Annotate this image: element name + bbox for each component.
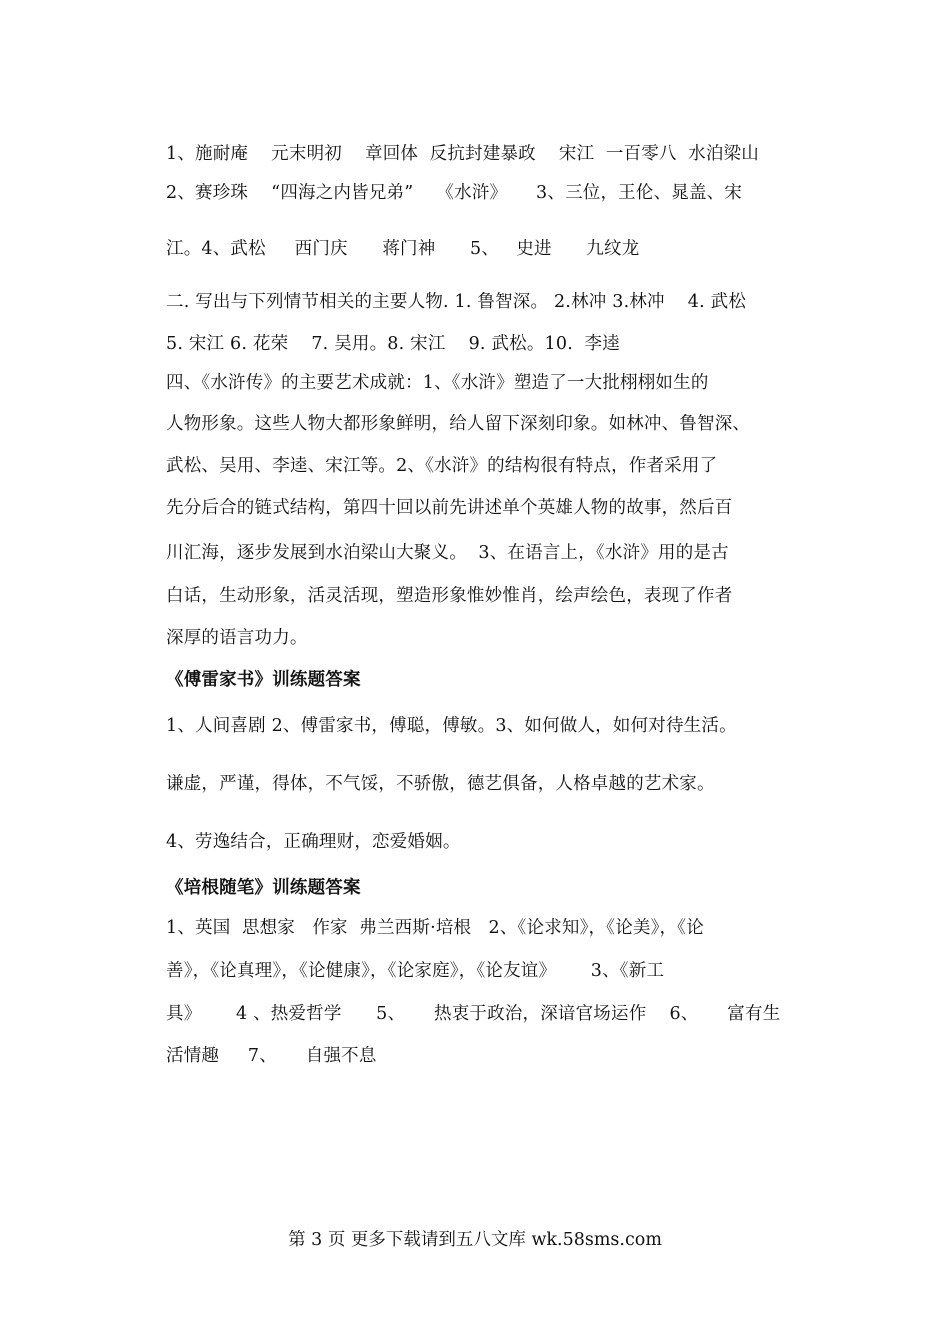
peigen-answer-line-3: 具》 4 、热爱哲学 5、 热衷于政治，深谙官场运作 6、 富有生 xyxy=(166,1004,781,1024)
shuihu-answer-line-3: 江。4、武松 西门庆 蒋门神 5、 史进 九纹龙 xyxy=(166,239,640,259)
shuihu-art-line-1: 四、《水浒传》的主要艺术成就：1、《水浒》塑造了一大批栩栩如生的 xyxy=(166,373,709,393)
fulei-answer-line-1: 1、人间喜剧 2、傅雷家书，傅聪，傅敏。3、如何做人，如何对待生活。 xyxy=(166,716,737,736)
page-footer: 第 3 页 更多下载请到五八文库 wk.58sms.com xyxy=(288,1230,662,1250)
shuihu-art-line-6: 白话，生动形象，活灵活现，塑造形象惟妙惟肖，绘声绘色，表现了作者 xyxy=(166,586,733,606)
shuihu-answer-line-4: 二. 写出与下列情节相关的主要人物. 1. 鲁智深。 2.林冲 3.林冲 4. 武松 xyxy=(166,292,747,312)
peigen-answer-line-4: 活情趣 7、 自强不息 xyxy=(166,1046,377,1066)
shuihu-answer-line-2: 2、赛珍珠 “四海之内皆兄弟” 《水浒》 3、三位，王伦、晁盖、宋 xyxy=(166,183,743,203)
shuihu-art-line-7: 深厚的语言功力。 xyxy=(166,628,308,648)
peigen-answer-line-1: 1、英国 思想家 作家 弗兰西斯·培根 2、《论求知》，《论美》，《论 xyxy=(166,918,704,938)
shuihu-answer-line-5: 5. 宋江 6. 花荣 7. 吴用。8. 宋江 9. 武松。10. 李逵 xyxy=(166,334,620,354)
shuihu-art-line-3: 武松、吴用、李逵、宋江等。2、《水浒》的结构很有特点，作者采用了 xyxy=(166,456,718,476)
shuihu-art-line-4: 先分后合的链式结构，第四十回以前先讲述单个英雄人物的故事，然后百 xyxy=(166,498,733,518)
shuihu-answer-line-1: 1、施耐庵 元末明初 章回体 反抗封建暴政 宋江 一百零八 水泊梁山 xyxy=(166,144,759,164)
fulei-answer-line-3: 4、劳逸结合，正确理财，恋爱婚姻。 xyxy=(166,832,461,852)
shuihu-art-line-5: 川汇海，逐步发展到水泊梁山大聚义。 3、在语言上，《水浒》用的是古 xyxy=(166,543,729,563)
fulei-heading: 《傅雷家书》训练题答案 xyxy=(166,670,361,690)
shuihu-art-line-2: 人物形象。这些人物大都形象鲜明，给人留下深刻印象。如林冲、鲁智深、 xyxy=(166,414,751,434)
fulei-answer-line-2: 谦虚，严谨，得体，不气馁，不骄傲，德艺俱备，人格卓越的艺术家。 xyxy=(166,774,715,794)
peigen-answer-line-2: 善》，《论真理》，《论健康》，《论家庭》，《论友谊》 3、《新工 xyxy=(166,961,665,981)
peigen-heading: 《培根随笔》训练题答案 xyxy=(166,878,361,898)
